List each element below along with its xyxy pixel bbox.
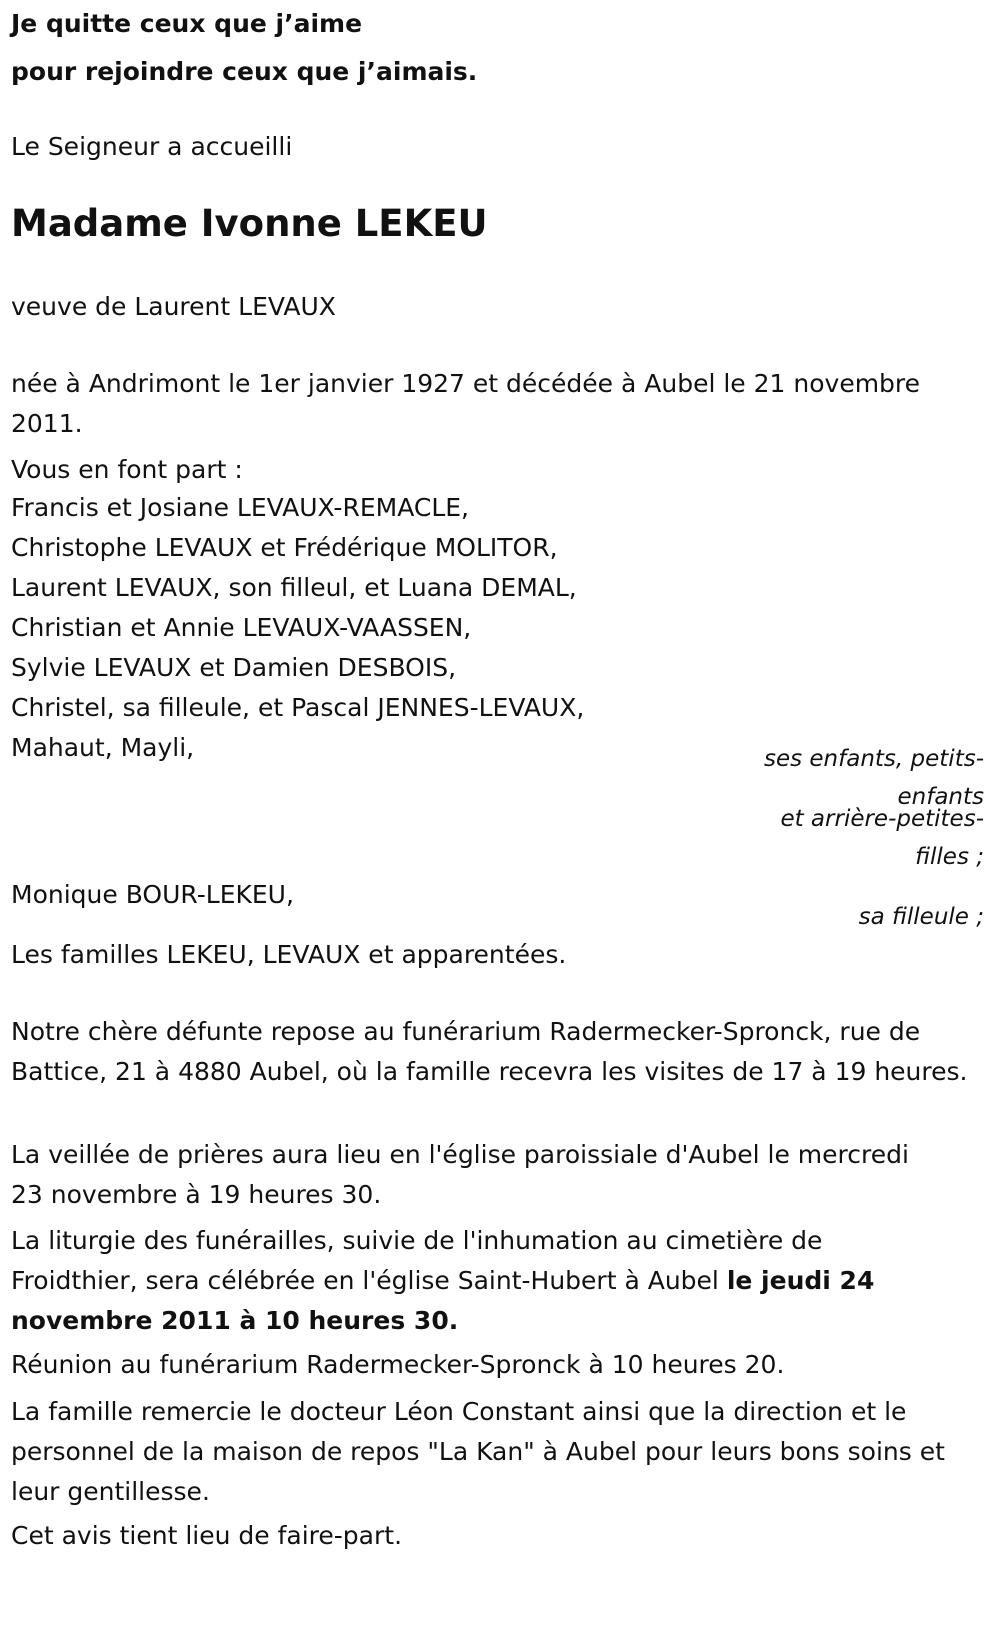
goddaughter-relation: sa filleule ;: [858, 904, 984, 930]
repose-text: Notre chère défunte repose au funérarium Radermecker-Spronck, rue de Battice, 21 à 4880 Aubel, où la famille recevra les visites de 17 à 19 heures.: [11, 1017, 968, 1086]
epigraph-line-2: pour rejoindre ceux que j’aimais.: [11, 57, 478, 86]
meeting-text: Réunion au funérarium Radermecker-Spronck à 10 heures 20.: [11, 1350, 785, 1379]
intro-text: Le Seigneur a accueilli: [11, 132, 293, 161]
family-member: Mahaut, Mayli,: [11, 733, 195, 762]
family-member: Francis et Josiane LEVAUX-REMACLE,: [11, 493, 469, 522]
families-line: Les familles LEKEU, LEVAUX et apparentées.: [11, 940, 567, 969]
announcement-heading: Vous en font part :: [11, 455, 243, 484]
family-list: [11, 488, 971, 768]
liturgy-prefix: La liturgie des funérailles, suivie de l'inhumation au cimetière de Froidthier, sera célébrée en l'église Saint-Hubert à Aubel: [11, 1226, 823, 1295]
family-member: Christian et Annie LEVAUX-VAASSEN,: [11, 613, 472, 642]
thanks-text: La famille remercie le docteur Léon Constant ainsi que la direction et le personnel de la maison de repos "La Kan" à Aubel pour leurs bons soins et leur gentillesse.: [11, 1397, 945, 1506]
closing-text: Cet avis tient lieu de faire-part.: [11, 1521, 403, 1550]
family-member: Christel, sa filleule, et Pascal JENNES-LEVAUX,: [11, 693, 585, 722]
liturgy-date: le jeudi 24 novembre 2011 à 10 heures 30.: [11, 1266, 875, 1335]
liturgy-text: [11, 1221, 911, 1341]
family-relation-1: ses enfants, petits-: [763, 746, 984, 772]
family-member: Laurent LEVAUX, son filleul, et Luana DEMAL,: [11, 573, 577, 602]
birth-death-text: née à Andrimont le 1er janvier 1927 et décédée à Aubel le 21 novembre 2011.: [11, 369, 921, 438]
family-member: Christophe LEVAUX et Frédérique MOLITOR,: [11, 533, 558, 562]
vigil-text: La veillée de prières aura lieu en l'église paroissiale d'Aubel le mercredi 23 novembre à 19 heures 30.: [11, 1140, 909, 1209]
family-relation-2: enfants: [897, 784, 984, 810]
goddaughter-name: Monique BOUR-LEKEU,: [11, 880, 294, 909]
family-member: Sylvie LEVAUX et Damien DESBOIS,: [11, 653, 457, 682]
family-relation-3: et arrière-petites-: [780, 806, 984, 832]
widow-of: veuve de Laurent LEVAUX: [11, 292, 336, 321]
family-relation-4: filles ;: [915, 844, 984, 870]
deceased-name: Madame Ivonne LEKEU: [11, 202, 488, 245]
epigraph-line-1: Je quitte ceux que j’aime: [11, 9, 363, 38]
